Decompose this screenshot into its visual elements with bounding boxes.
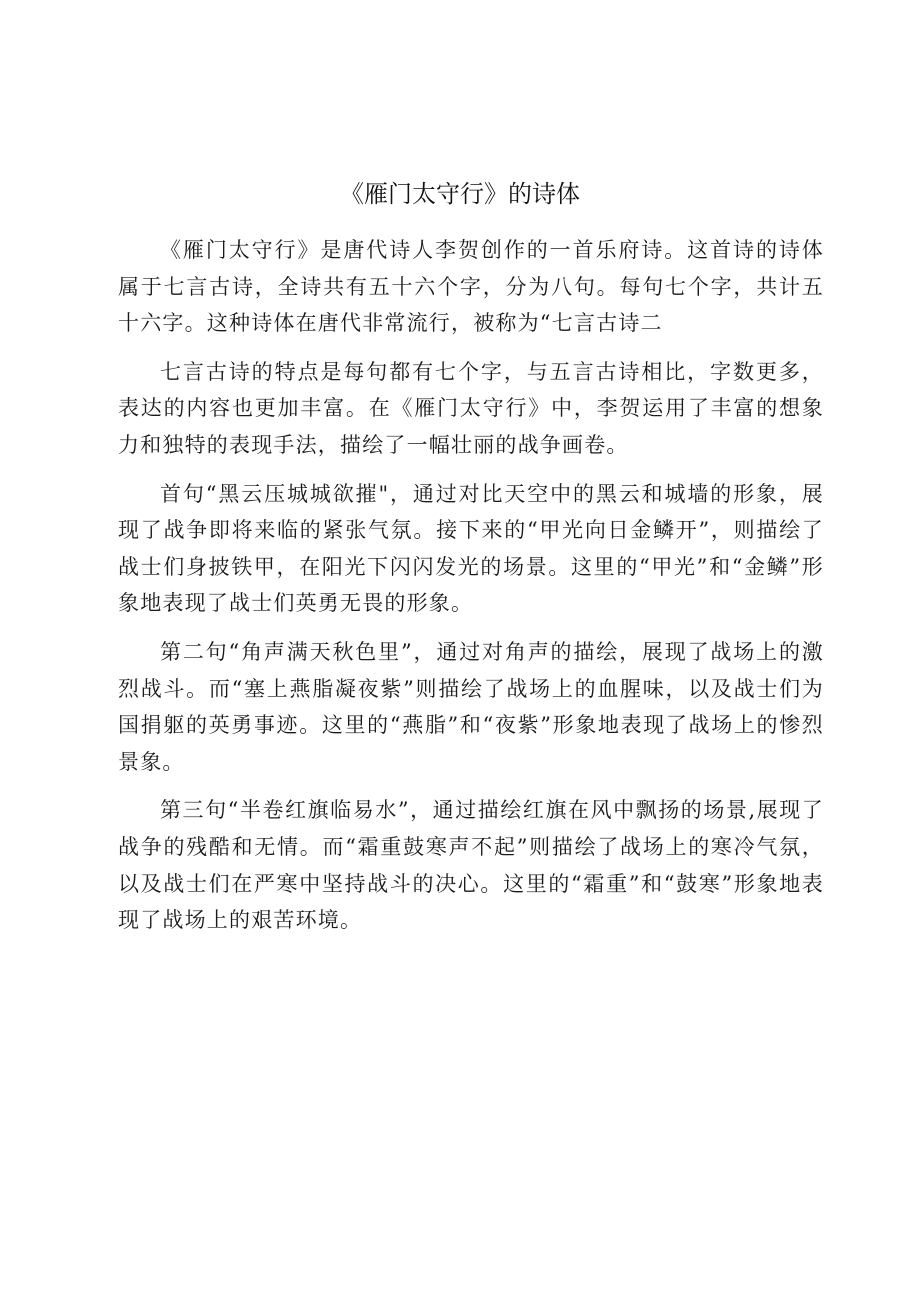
- document-title: 《雁门太守行》的诗体: [340, 180, 580, 208]
- paragraph-first-line: 首句“黑云压城城欲摧"，通过对比天空中的黑云和城墙的形象，展现了战争即将来临的紧张气氛。接下来的“甲光向日金鳞开”，则描绘了战士们身披铁甲，在阳光下闪闪发光的场景。这里的“甲光”和“金鳞”形象地表现了战士们英勇无畏的形象。: [118, 481, 824, 616]
- document-body: [118, 232, 824, 951]
- paragraph-features: 七言古诗的特点是每句都有七个字，与五言古诗相比，字数更多，表达的内容也更加丰富。在《雁门太守行》中，李贺运用了丰富的想象力和独特的表现手法，描绘了一幅壮丽的战争画卷。: [118, 359, 824, 457]
- paragraph-third-line: 第三句“半卷红旗临易水”，通过描绘红旗在风中飘扬的场景,展现了战争的残酷和无情。而“霜重鼓寒声不起”则描绘了战场上的寒冷气氛，以及战士们在严寒中坚持战斗的决心。这里的“霜重”和“鼓寒”形象地表现了战场上的艰苦环境。: [118, 798, 824, 933]
- paragraph-intro: 《雁门太守行》是唐代诗人李贺创作的一首乐府诗。这首诗的诗体属于七言古诗，全诗共有五十六个字，分为八句。每句七个字，共计五十六字。这种诗体在唐代非常流行，被称为“七言古诗二: [118, 238, 824, 336]
- paragraph-second-line: 第二句“角声满天秋色里”，通过对角声的描绘，展现了战场上的激烈战斗。而“塞上燕脂凝夜紫”则描绘了战场上的血腥味，以及战士们为国捐躯的英勇事迹。这里的“燕脂”和“夜紫”形象地表现了战场上的惨烈景象。: [118, 639, 824, 774]
